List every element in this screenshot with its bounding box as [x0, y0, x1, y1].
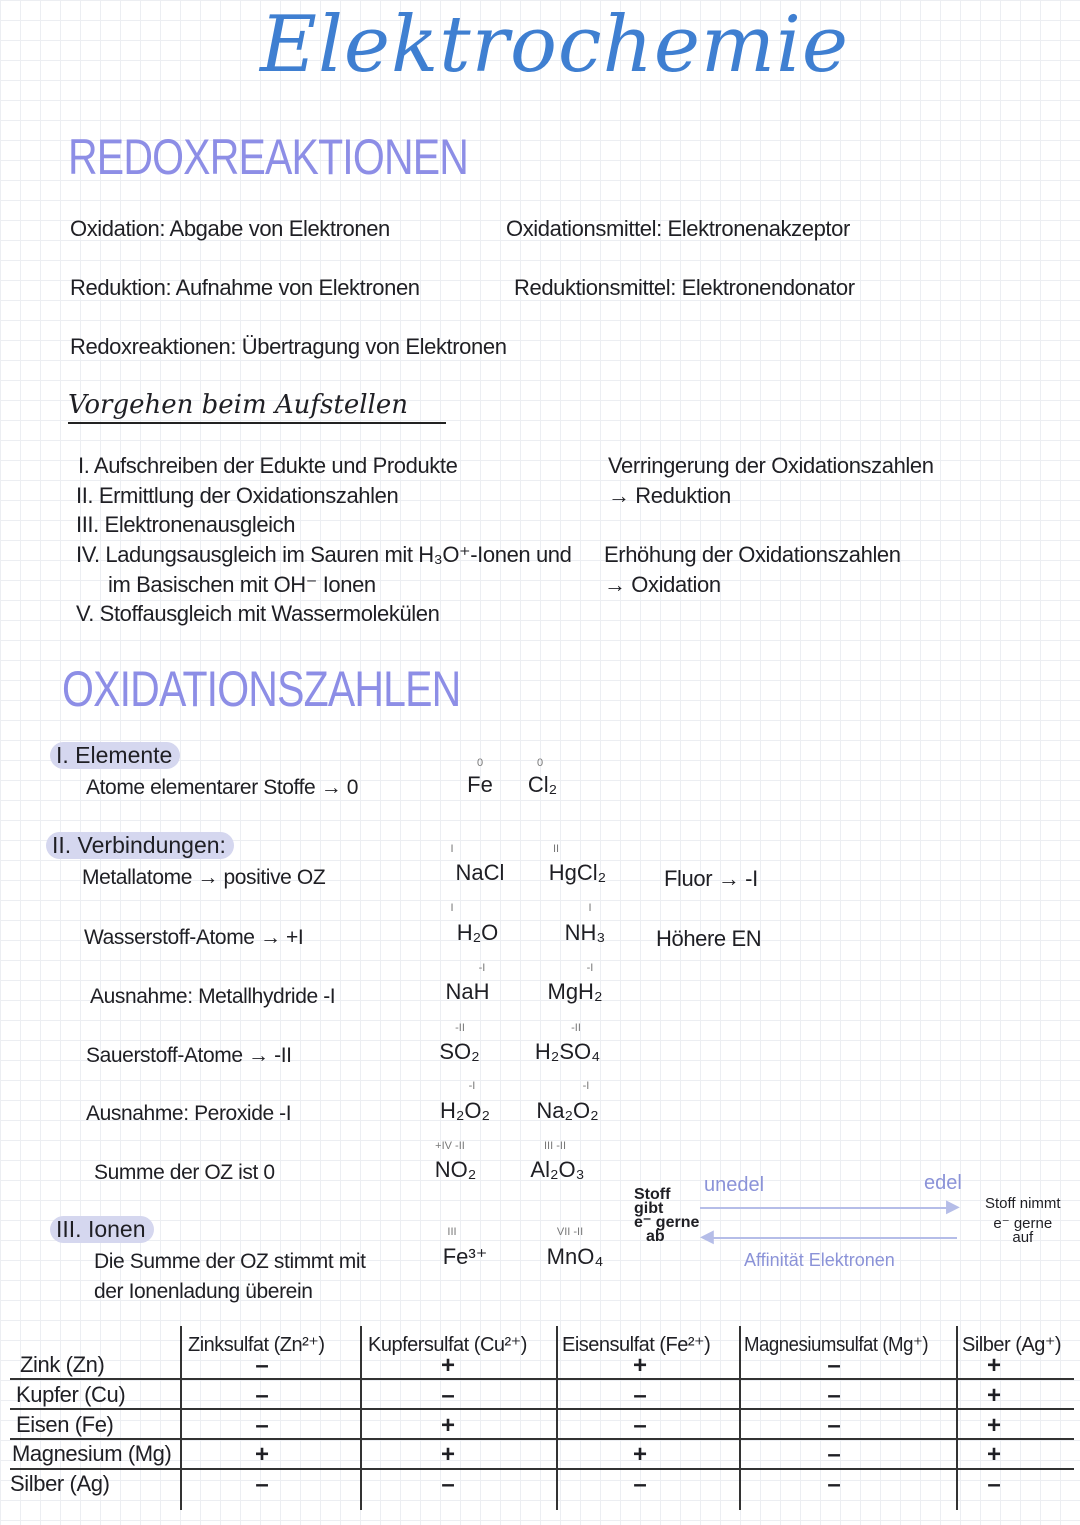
example-h2o: H₂O	[456, 920, 499, 945]
rule-ionen-2: der Ionenladung überein	[94, 1280, 313, 1303]
scale-left-label	[634, 1188, 699, 1244]
col-zinksulfat: Zinksulfat (Zn²⁺)	[188, 1334, 325, 1356]
oz-nacl: I	[450, 843, 454, 855]
oz-na2o2: -I	[582, 1080, 590, 1092]
oz-so2: -II	[455, 1022, 465, 1034]
table-vline-2	[556, 1326, 558, 1510]
step-4: IV. Ladungsausgleich im Sauren mit H₃O⁺-Ionen und	[76, 542, 572, 567]
step-3: III. Elektronenausgleich	[76, 512, 296, 537]
verringerung-text: Verringerung der Oxidationszahlen	[608, 453, 934, 478]
example-mgh2: MgH₂	[547, 979, 603, 1004]
scale-unedel: unedel	[704, 1174, 765, 1196]
cell: –	[255, 1471, 269, 1498]
cell: –	[633, 1412, 647, 1439]
rule-metallhydride: Ausnahme: Metallhydride -I	[90, 985, 336, 1008]
erhoehung-text: Erhöhung der Oxidationszahlen	[604, 542, 901, 567]
cell: +	[440, 1412, 455, 1439]
hoehere-en: Höhere EN	[656, 926, 762, 951]
cell: –	[441, 1471, 455, 1498]
cell: –	[987, 1471, 1001, 1498]
cell: +	[632, 1352, 647, 1379]
scale-right-label	[985, 1194, 1061, 1248]
example-cl2: Cl₂	[527, 772, 558, 797]
oz-hgcl2: II	[552, 843, 560, 855]
example-h2so4: H₂SO₄	[534, 1039, 601, 1064]
table-hline-2	[10, 1408, 1074, 1410]
scale-left-line4: ab	[646, 1228, 665, 1245]
table-hline-3	[10, 1438, 1074, 1440]
label-elemente: I. Elemente	[50, 742, 180, 769]
example-so2: SO₂	[439, 1039, 480, 1064]
example-nah: NaH	[445, 979, 490, 1004]
oz-mgh2: -I	[586, 962, 594, 974]
definition-oxidation: Oxidation: Abgabe von Elektronen	[70, 216, 390, 241]
verringerung-arrow: → Reduktion	[608, 483, 731, 508]
oz-fe: 0	[476, 757, 484, 769]
scale-arrow-right	[700, 1207, 952, 1209]
cell: –	[633, 1471, 647, 1498]
cell: +	[440, 1441, 455, 1468]
cell: –	[255, 1412, 269, 1439]
definition-reduktionsmittel: Reduktionsmittel: Elektronendonator	[514, 275, 855, 300]
cell: –	[827, 1441, 841, 1468]
oz-mno4: VII -II	[556, 1226, 584, 1238]
oz-al2o3: III -II	[544, 1140, 566, 1152]
cell: –	[827, 1412, 841, 1439]
rule-sauerstoff: Sauerstoff-Atome → -II	[86, 1044, 292, 1067]
oz-cl2: 0	[536, 757, 544, 769]
example-no2: NO₂	[434, 1157, 477, 1182]
oz-fe3: III	[447, 1226, 457, 1238]
oz-h2so4: -II	[571, 1022, 581, 1034]
page-title: Elektrochemie	[260, 0, 850, 90]
rule-elemente: Atome elementarer Stoffe → 0	[86, 776, 359, 799]
table-vline-4	[956, 1326, 958, 1510]
rule-metallatome: Metallatome → positive OZ	[82, 866, 326, 889]
cell: –	[633, 1382, 647, 1409]
cell: –	[827, 1382, 841, 1409]
scale-right-line1: Stoff nimmt	[985, 1195, 1061, 1212]
cell: –	[827, 1471, 841, 1498]
example-hgcl2: HgCl₂	[548, 860, 607, 885]
cell: –	[255, 1382, 269, 1409]
scale-arrow-right-head: ▶	[946, 1196, 960, 1217]
row-label-eisen: Eisen (Fe)	[16, 1412, 114, 1437]
definition-redoxreaktionen: Redoxreaktionen: Übertragung von Elektronen	[70, 334, 507, 359]
col-magnesiumsulfat: Magnesiumsulfat (Mg⁺)	[744, 1334, 929, 1356]
example-mno4: MnO₄	[546, 1244, 604, 1269]
rule-ionen-1: Die Summe der OZ stimmt mit	[94, 1250, 366, 1273]
cell: –	[827, 1352, 841, 1379]
oz-nh3: I	[588, 902, 592, 914]
step-1: I. Aufschreiben der Edukte und Produkte	[78, 453, 458, 478]
example-nh3: NH₃	[564, 920, 606, 945]
step-4-cont: im Basischen mit OH⁻ Ionen	[108, 572, 376, 597]
oz-h2o: I	[450, 902, 454, 914]
oz-no2: +IV -II	[435, 1140, 465, 1152]
vorgehen-underline	[68, 422, 446, 424]
rule-summe: Summe der OZ ist 0	[94, 1161, 275, 1184]
example-nacl: NaCl	[455, 860, 505, 885]
cell: +	[986, 1382, 1001, 1409]
col-silber: Silber (Ag⁺)	[962, 1334, 1062, 1356]
scale-left-line1: Stoff	[634, 1186, 671, 1203]
scale-affinitaet: Affinität Elektronen	[744, 1250, 895, 1270]
label-verbindungen: II. Verbindungen:	[46, 832, 234, 859]
scale-left-line2: gibt	[634, 1200, 664, 1217]
scale-arrow-left	[712, 1237, 957, 1239]
cell: +	[632, 1441, 647, 1468]
oz-h2o2: -I	[468, 1080, 476, 1092]
example-fe3: Fe³⁺	[442, 1244, 488, 1269]
step-2: II. Ermittlung der Oxidationszahlen	[76, 483, 399, 508]
cell: +	[440, 1352, 455, 1379]
cell: +	[986, 1412, 1001, 1439]
step-5: V. Stoffausgleich mit Wassermolekülen	[76, 601, 440, 626]
example-h2o2: H₂O₂	[439, 1098, 491, 1123]
definition-reduktion: Reduktion: Aufnahme von Elektronen	[70, 275, 420, 300]
row-label-silber: Silber (Ag)	[10, 1471, 110, 1496]
cell: –	[255, 1352, 269, 1379]
label-ionen: III. Ionen	[50, 1216, 154, 1243]
heading-redoxreaktionen: REDOXREAKTIONEN	[68, 129, 469, 185]
table-hline-1	[10, 1378, 1074, 1380]
example-na2o2: Na₂O₂	[536, 1098, 599, 1123]
table-vline-1	[360, 1326, 362, 1510]
rule-peroxide: Ausnahme: Peroxide -I	[86, 1102, 292, 1125]
heading-oxidationszahlen: OXIDATIONSZAHLEN	[62, 661, 461, 717]
fluor-rule: Fluor → -I	[664, 866, 758, 891]
row-label-kupfer: Kupfer (Cu)	[16, 1382, 126, 1407]
cell: –	[441, 1382, 455, 1409]
oz-nah: -I	[478, 962, 486, 974]
row-label-zink: Zink (Zn)	[20, 1352, 105, 1377]
cell: +	[986, 1441, 1001, 1468]
example-al2o3: Al₂O₃	[530, 1157, 585, 1182]
cell: +	[986, 1352, 1001, 1379]
scale-edel: edel	[924, 1172, 962, 1194]
col-eisensulfat: Eisensulfat (Fe²⁺)	[562, 1334, 711, 1356]
table-vline-0	[180, 1326, 182, 1510]
example-fe: Fe	[467, 772, 493, 797]
erhoehung-arrow: → Oxidation	[604, 572, 721, 597]
definition-oxidationsmittel: Oxidationsmittel: Elektronenakzeptor	[506, 216, 850, 241]
scale-right-line2: e⁻ gerne	[993, 1215, 1053, 1232]
cell: +	[254, 1441, 269, 1468]
table-hline-4	[10, 1468, 1074, 1470]
scale-left-line3: e⁻ gerne	[634, 1214, 700, 1231]
table-vline-3	[739, 1326, 741, 1510]
scale-right-line3: auf	[1012, 1229, 1034, 1246]
scale-arrow-left-head: ◀	[700, 1226, 714, 1247]
rule-wasserstoff: Wasserstoff-Atome → +I	[84, 926, 304, 949]
col-kupfersulfat: Kupfersulfat (Cu²⁺)	[368, 1334, 527, 1356]
vorgehen-title: Vorgehen beim Aufstellen	[68, 390, 408, 420]
row-label-magnesium: Magnesium (Mg)	[12, 1441, 172, 1466]
